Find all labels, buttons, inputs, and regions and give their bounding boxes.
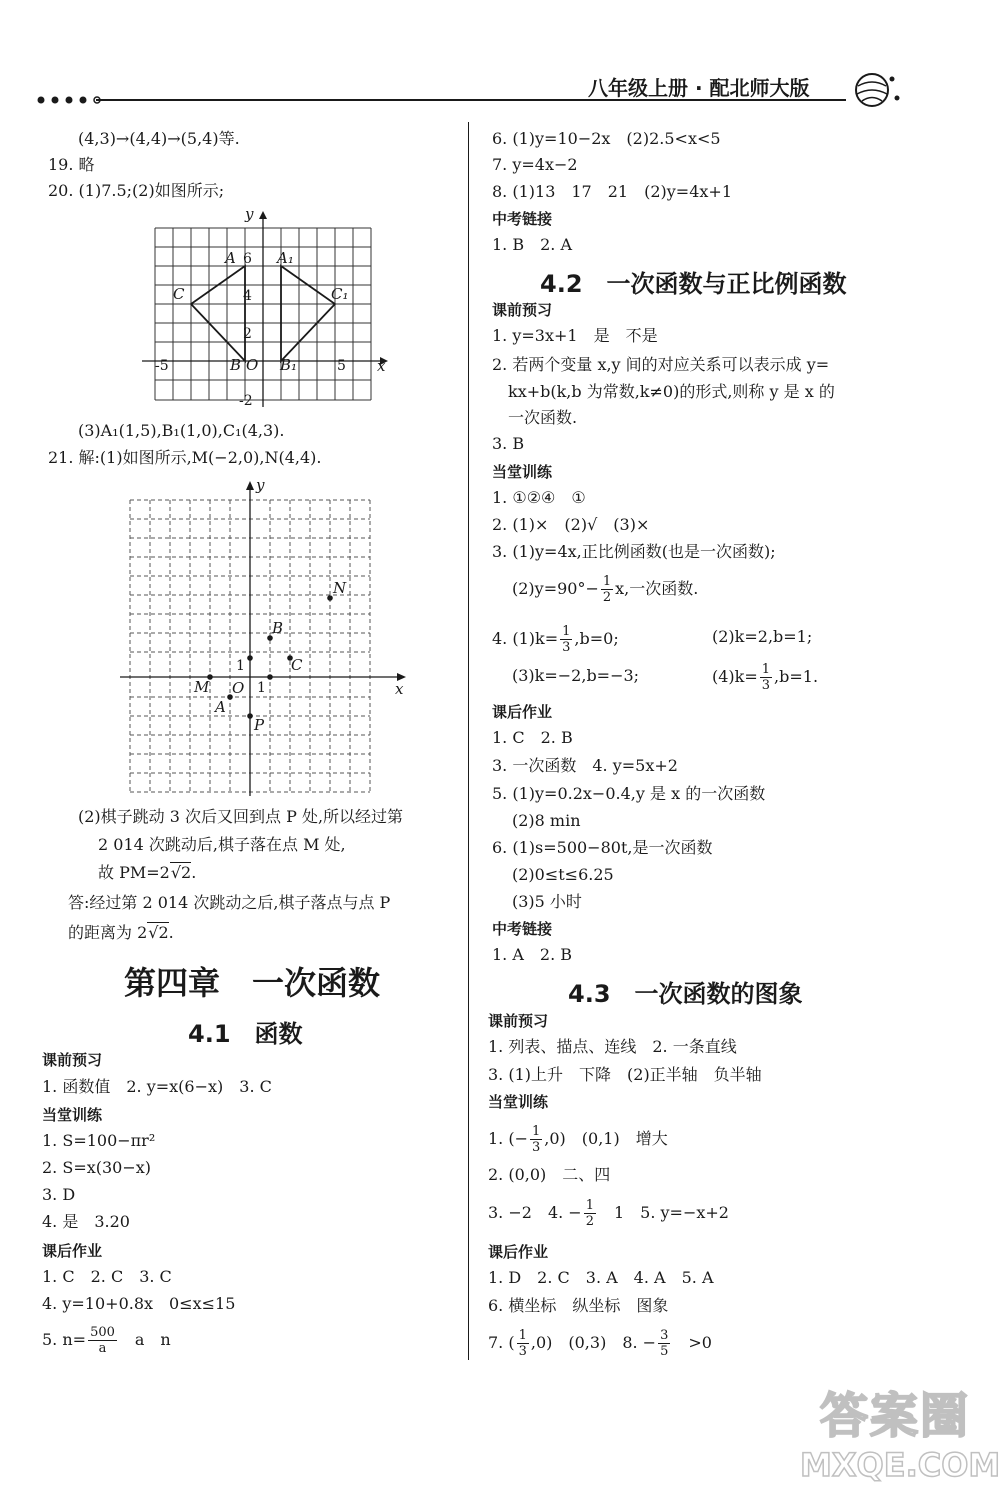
graph2-tick-1y: 1 xyxy=(236,658,245,674)
graph2-y-label: y xyxy=(256,476,265,494)
header-title: 八年级上册 · 配北师大版 xyxy=(588,76,810,100)
answer-line: 1. S=100−πr² xyxy=(42,1131,156,1150)
answer-line: (2)0≤t≤6.25 xyxy=(512,865,614,884)
section-title: 4.1 函数 xyxy=(188,1020,303,1048)
answer-line: 1. 函数值 2. y=x(6−x) 3. C xyxy=(42,1077,272,1096)
answer-line: 2. (1)× (2)√ (3)× xyxy=(492,515,650,534)
coordinate-graph-1 xyxy=(140,205,400,414)
answer-line xyxy=(42,1325,171,1356)
denominator: 3 xyxy=(518,1344,527,1359)
numerator: 1 xyxy=(562,624,571,639)
answer-line: 7. y=4x−2 xyxy=(492,155,578,174)
answer-line: 3. B xyxy=(492,434,525,453)
fraction xyxy=(760,662,772,693)
graph2-tick-1x: 1 xyxy=(257,680,266,696)
text-run: a n xyxy=(118,1330,171,1349)
graph2-x-label: x xyxy=(395,680,404,698)
numerator: 1 xyxy=(602,574,612,589)
answer-line: (3)k=−2,b=−3; xyxy=(512,666,640,685)
denominator: 3 xyxy=(562,640,571,655)
answer-line: (3)A₁(1,5),B₁(1,0),C₁(4,3). xyxy=(78,421,285,440)
answer-line: 6. (1)s=500−80t,是一次函数 xyxy=(492,838,713,857)
answer-line: 1. ①②④ ① xyxy=(492,488,586,507)
answer-line: 19. 略 xyxy=(48,155,95,174)
answer-line: 4. y=10+0.8x 0≤x≤15 xyxy=(42,1294,236,1313)
answer-line: 3. 一次函数 4. y=5x+2 xyxy=(492,756,678,775)
answer-line xyxy=(712,662,818,693)
graph1-tick-m5: -5 xyxy=(155,358,169,374)
graph1-label-A1: A₁ xyxy=(277,249,294,267)
watermark xyxy=(800,1386,1000,1494)
answer-line xyxy=(488,1328,712,1359)
watermark-logo-text: 答案圈 xyxy=(819,1388,970,1444)
watermark-url: MXQE.COM xyxy=(800,1446,1000,1484)
fraction xyxy=(530,1124,542,1155)
graph1-tick-m2: -2 xyxy=(239,393,253,409)
subheading: 中考链接 xyxy=(492,210,553,228)
answer-line xyxy=(98,862,196,884)
answer-line: 2 014 次跳动后,棋子落在点 M 处, xyxy=(98,835,346,854)
answer-line xyxy=(488,1198,729,1229)
text-run: 3. −2 4. − xyxy=(488,1203,582,1222)
answer-line: 2. (0,0) 二、四 xyxy=(488,1165,611,1184)
text-run: (2)y=90°− xyxy=(512,579,599,598)
graph2-label-O: O xyxy=(232,679,245,697)
fraction xyxy=(560,624,572,655)
fraction xyxy=(658,1328,670,1359)
graph1-label-C1: C₁ xyxy=(331,285,349,303)
answer-line xyxy=(68,922,174,944)
text-run: 故 PM=2 xyxy=(98,863,170,882)
answer-line: 5. (1)y=0.2x−0.4,y 是 x 的一次函数 xyxy=(492,784,766,803)
coordinate-graph-2 xyxy=(115,470,415,804)
sqrt-expression: √2 xyxy=(170,863,192,882)
answer-line: (2)8 min xyxy=(512,811,581,830)
numerator: 1 xyxy=(761,662,771,677)
graph1-label-A: A xyxy=(225,249,236,267)
header-dots xyxy=(36,92,106,111)
text-run: 4. (1)k= xyxy=(492,629,559,648)
answer-line: 1. C 2. C 3. C xyxy=(42,1267,172,1286)
answer-line: (3)5 小时 xyxy=(512,892,582,911)
answer-line: 2. S=x(30−x) xyxy=(42,1158,152,1177)
answer-line: 答:经过第 2 014 次跳动之后,棋子落点与点 P xyxy=(68,893,391,912)
answer-line: 3. (1)上升 下降 (2)正半轴 负半轴 xyxy=(488,1065,762,1084)
text-run: 的距离为 2 xyxy=(68,923,148,942)
answer-line: (2)k=2,b=1; xyxy=(712,627,813,646)
answer-line: 1. D 2. C 3. A 4. A 5. A xyxy=(488,1268,714,1287)
denominator: 2 xyxy=(602,590,612,605)
text-run: 1. (− xyxy=(488,1129,528,1148)
answer-line: 1. y=3x+1 是 不是 xyxy=(492,326,658,345)
answer-line: 6. (1)y=10−2x (2)2.5<x<5 xyxy=(492,129,721,148)
sqrt-expression: √2 xyxy=(148,923,169,942)
subheading: 课后作业 xyxy=(492,703,553,721)
fraction xyxy=(601,574,613,605)
graph2-label-N: N xyxy=(333,579,347,597)
subheading: 课前预习 xyxy=(42,1051,103,1069)
answer-line: 3. (1)y=4x,正比例函数(也是一次函数); xyxy=(492,542,776,561)
subheading: 中考链接 xyxy=(492,920,553,938)
answer-line xyxy=(488,1124,668,1155)
denominator: 3 xyxy=(532,1140,541,1155)
answer-line: (2)棋子跳动 3 次后又回到点 P 处,所以经过第 xyxy=(78,807,404,826)
graph1-label-O: O xyxy=(246,356,259,374)
subheading: 课前预习 xyxy=(488,1012,549,1030)
answer-line: kx+b(k,b 为常数,k≠0)的形式,则称 y 是 x 的 xyxy=(508,382,835,401)
numerator: 1 xyxy=(532,1124,541,1139)
text-run: ,0) (0,3) 8. − xyxy=(530,1333,657,1352)
subheading: 当堂训练 xyxy=(492,463,553,481)
column-divider xyxy=(468,122,469,1360)
text-run: ,b=1. xyxy=(774,667,819,686)
text-run: (4)k= xyxy=(712,667,758,686)
fraction xyxy=(517,1328,529,1359)
graph1-tick-4: 4 xyxy=(243,288,252,304)
subheading: 课前预习 xyxy=(492,301,553,319)
answer-line: 20. (1)7.5;(2)如图所示; xyxy=(48,181,225,200)
graph2-label-P: P xyxy=(254,716,265,734)
answer-line: (4,3)→(4,4)→(5,4)等. xyxy=(78,129,240,148)
numerator: 1 xyxy=(518,1328,527,1343)
answer-line: 一次函数. xyxy=(508,408,578,427)
answer-line: 1. B 2. A xyxy=(492,235,573,254)
denominator: a xyxy=(98,1341,107,1356)
denominator: 2 xyxy=(585,1214,594,1229)
text-run: 1 5. y=−x+2 xyxy=(597,1203,729,1222)
answer-line: 2. 若两个变量 x,y 间的对应关系可以表示成 y= xyxy=(492,355,830,374)
answer-line: 4. 是 3.20 xyxy=(42,1212,130,1231)
answer-line: 1. A 2. B xyxy=(492,945,573,964)
graph1-label-B1: B₁ xyxy=(280,356,298,374)
header-ball-icon xyxy=(852,70,904,114)
answer-line: 6. 横坐标 纵坐标 图象 xyxy=(488,1296,669,1315)
answer-line xyxy=(492,624,619,655)
answer-line: 8. (1)13 17 21 (2)y=4x+1 xyxy=(492,182,732,201)
subheading: 课后作业 xyxy=(42,1242,103,1260)
numerator: 500 xyxy=(90,1325,115,1340)
subheading: 课后作业 xyxy=(488,1243,549,1261)
answer-line: 1. 列表、描点、连线 2. 一条直线 xyxy=(488,1037,737,1056)
graph1-tick-6: 6 xyxy=(243,251,252,267)
answer-line: 3. D xyxy=(42,1185,76,1204)
numerator: 1 xyxy=(585,1198,594,1213)
numerator: 3 xyxy=(660,1328,669,1343)
text-run: 5. n= xyxy=(42,1330,87,1349)
subheading: 当堂训练 xyxy=(488,1093,549,1111)
fraction xyxy=(584,1198,596,1229)
denominator: 3 xyxy=(761,678,771,693)
section-title: 4.2 一次函数与正比例函数 xyxy=(540,270,847,298)
answer-line xyxy=(512,574,698,605)
text-run: . xyxy=(168,923,174,942)
denominator: 5 xyxy=(660,1344,669,1359)
subheading: 当堂训练 xyxy=(42,1106,103,1124)
graph1-x-label: x xyxy=(377,357,386,375)
graph2-label-C: C xyxy=(291,656,303,674)
graph1-tick-2: 2 xyxy=(243,326,252,342)
fraction xyxy=(88,1325,117,1356)
text-run: >0 xyxy=(672,1333,712,1352)
graph2-label-A: A xyxy=(215,698,226,716)
text-run: . xyxy=(191,863,197,882)
graph1-label-C: C xyxy=(173,285,185,303)
text-run: x,一次函数. xyxy=(615,579,699,598)
section-title: 4.3 一次函数的图象 xyxy=(568,980,803,1008)
answer-line: 21. 解:(1)如图所示,M(−2,0),N(4,4). xyxy=(48,448,322,467)
graph1-tick-5: 5 xyxy=(337,358,346,374)
chapter-title: 第四章 一次函数 xyxy=(124,964,381,1002)
answer-line: 1. C 2. B xyxy=(492,728,573,747)
text-run: ,b=0; xyxy=(574,629,619,648)
text-run: 7. ( xyxy=(488,1333,515,1352)
graph2-label-M: M xyxy=(194,678,210,696)
graph1-y-label: y xyxy=(245,205,254,223)
text-run: ,0) (0,1) 增大 xyxy=(544,1129,668,1148)
graph1-label-B: B xyxy=(230,356,242,374)
graph2-label-B: B xyxy=(272,619,284,637)
